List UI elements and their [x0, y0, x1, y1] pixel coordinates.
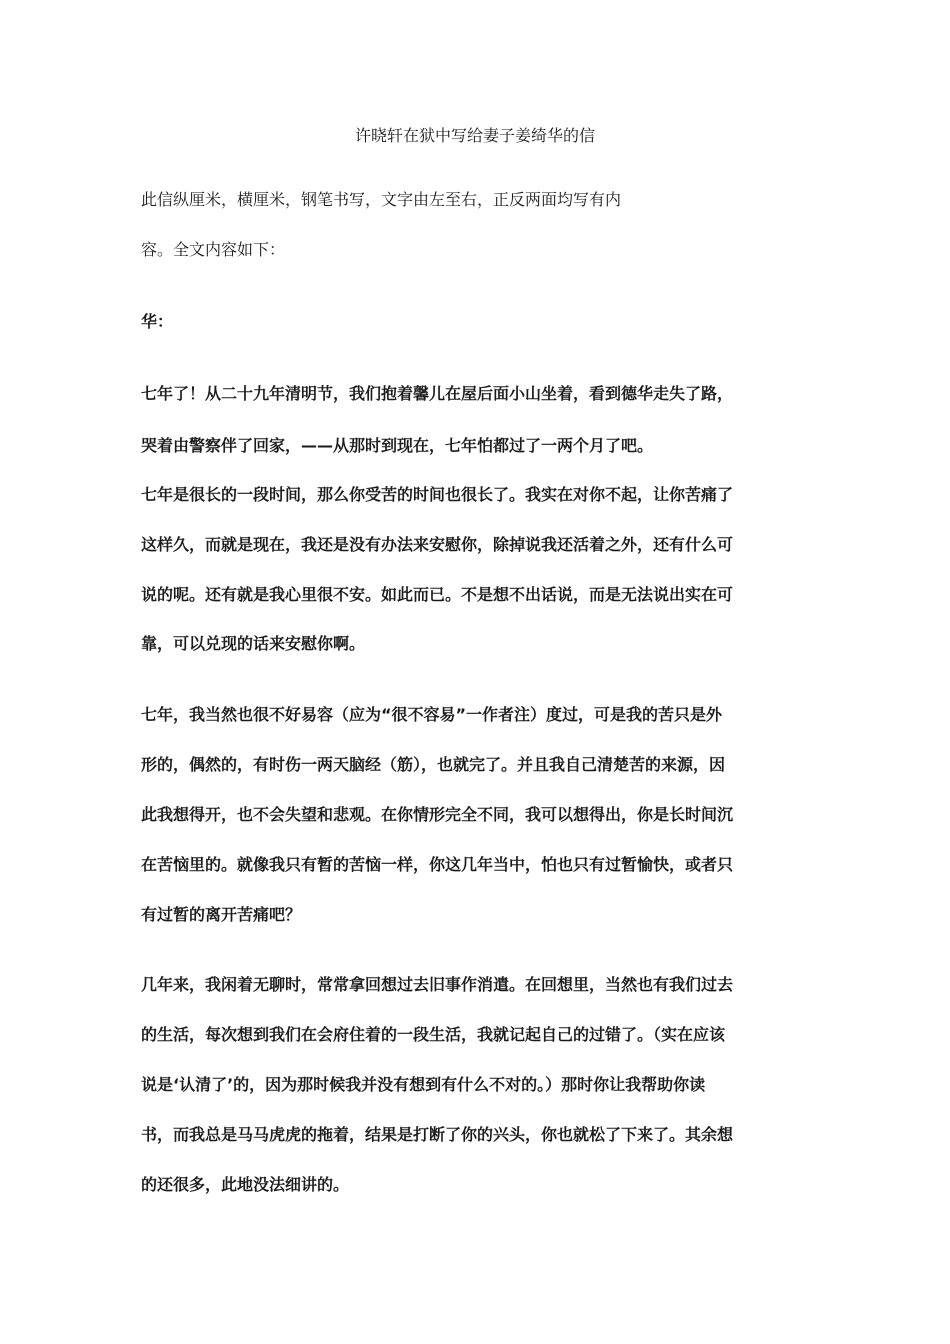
- body-line: 有过暂的离开苦痛吧？: [141, 905, 302, 924]
- body-line: 哭着由警察伴了回家，——从那时到现在，七年怕都过了一两个月了吧。: [141, 436, 654, 455]
- body-line: 这样久，而就是现在，我还是没有办法来安慰你，除掉说我还活着之外，还有什么可: [141, 535, 734, 554]
- body-line: 此我想得开，也不会失望和悲观。在你情形完全不同，我可以想得出，你是长时间沉: [141, 805, 734, 824]
- salutation: 华：: [141, 312, 174, 331]
- body-line: 书，而我总是马马虎虎的拖着，结果是打断了你的兴头，你也就松了下来了。其余想: [141, 1125, 734, 1144]
- document-title: 许晓轩在狱中写给妻子姜绮华的信: [354, 126, 595, 145]
- body-line: 的还很多，此地没法细讲的。: [141, 1175, 350, 1194]
- body-line: 的生活，每次想到我们在会府住着的一段生活，我就记起自己的过错了。（实在应该: [141, 1025, 726, 1044]
- body-line: 在苦恼里的。就像我只有暂的苦恼一样，你这几年当中，怕也只有过暂愉快，或者只: [141, 855, 734, 874]
- body-line: 说的呢。还有就是我心里很不安。如此而已。不是想不出话说，而是无法说出实在可: [141, 585, 734, 604]
- intro-line-2: 容。全文内容如下：: [141, 240, 286, 259]
- body-line: 几年来，我闲着无聊时，常常拿回想过去旧事作消遣。在回想里，当然也有我们过去: [141, 975, 734, 994]
- body-line: 说是‘认清了’的，因为那时候我并没有想到有什么不对的。）那时你让我帮助你读: [141, 1075, 706, 1094]
- intro-line-1: 此信纵厘米，横厘米，钢笔书写，文字由左至右，正反两面均写有内: [141, 190, 622, 209]
- body-line: 靠，可以兑现的话来安慰你啊。: [141, 634, 366, 653]
- body-line: 形的，偶然的，有时伤一两天脑经（筋），也就完了。并且我自己清楚苦的来源，因: [141, 755, 726, 774]
- body-line: 七年是很长的一段时间，那么你受苦的时间也很长了。我实在对你不起，让你苦痛了: [141, 485, 734, 504]
- body-line: 七年，我当然也很不好易容（应为“很不容易”一作者注）度过，可是我的苦只是外: [141, 705, 723, 724]
- body-line: 七年了！从二十九年清明节，我们抱着馨儿在屋后面小山坐着，看到德华走失了路，: [141, 384, 734, 403]
